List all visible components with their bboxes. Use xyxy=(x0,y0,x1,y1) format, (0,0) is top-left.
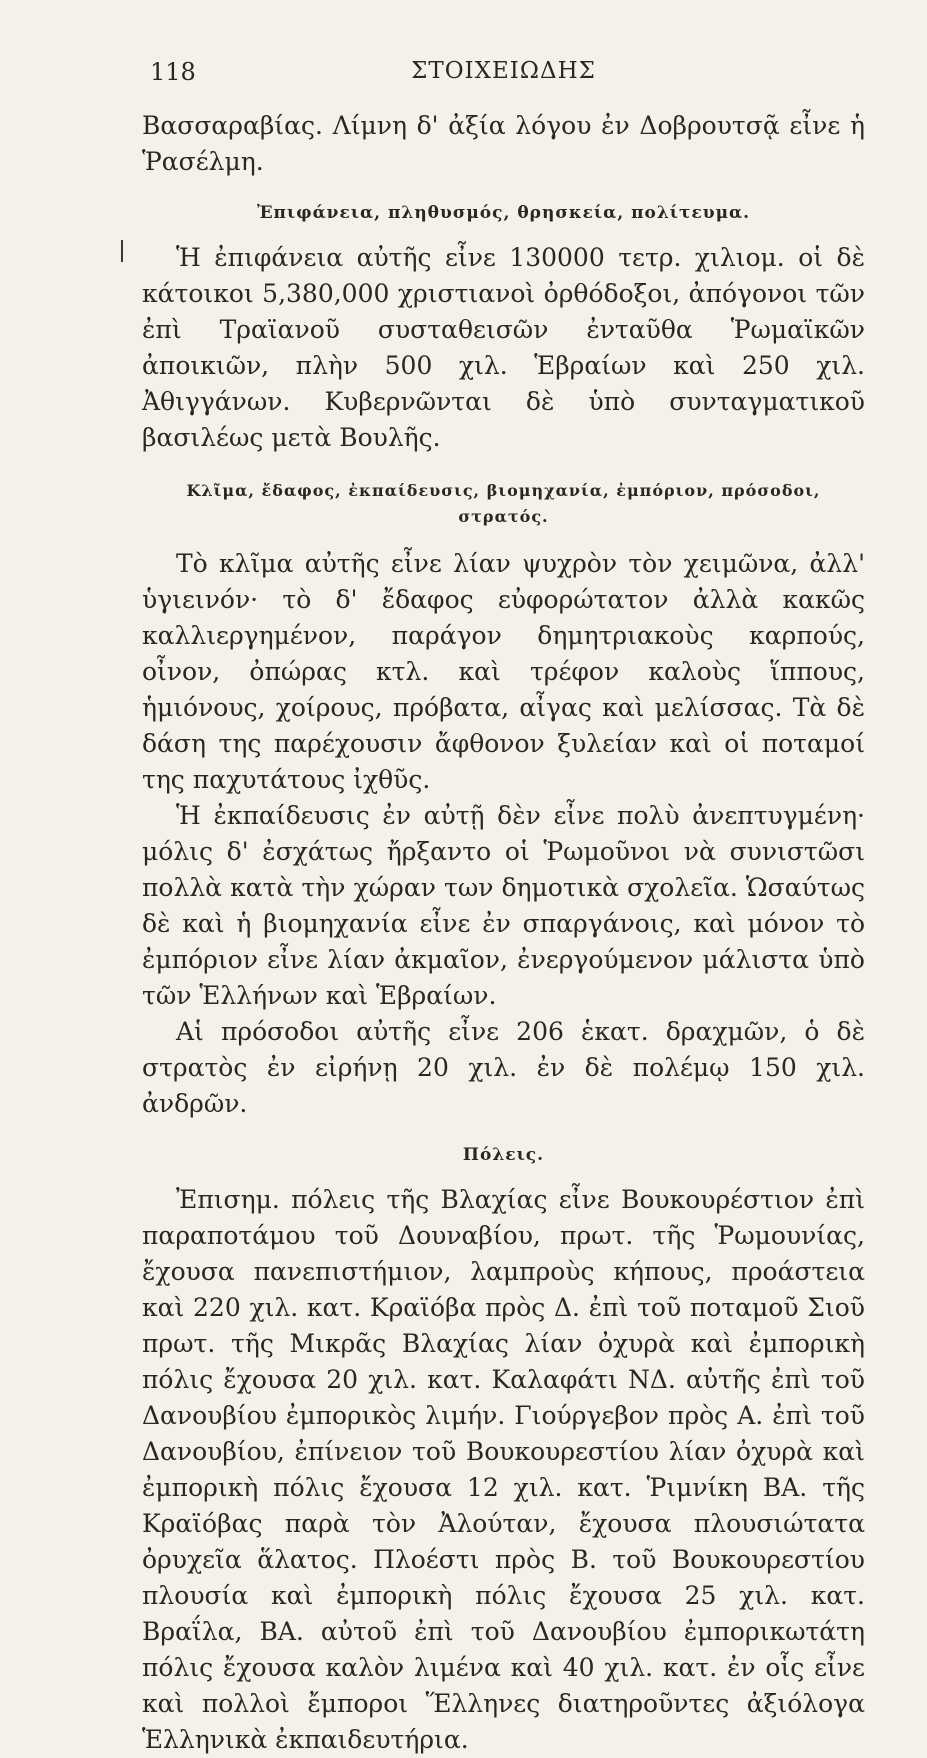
paragraph-area: Ἡ ἐπιφάνεια αὐτῆς εἶνε 130000 τετρ. χιλιομ. οἱ δὲ κάτοικοι 5,380,000 χριστιανοὶ ὀρθόδοξοι, ἀπόγονοι τῶν ἐπὶ Τραϊανοῦ συσταθεισῶν ἐνταῦθα Ῥωμαϊκῶν ἀποικιῶν, πλὴν 500 χιλ. Ἑβραίων καὶ 250 χιλ. Ἀθιγγάνων. Κυβερνῶνται δὲ ὑπὸ συνταγματικοῦ βασιλέως μετὰ Βουλῆς. xyxy=(142,243,865,452)
margin-mark xyxy=(121,240,123,262)
running-head: ΣΤΟΙΧΕΙΩΔΗΣ xyxy=(411,58,596,84)
paragraph-climate: Τὸ κλῖμα αὐτῆς εἶνε λίαν ψυχρὸν τὸν χειμῶνα, ἀλλ' ὑγιεινόν· τὸ δ' ἔδαφος εὐφορώτατον ἀλλὰ κακῶς καλλιεργημένον, παράγον δημητριακοὺς καρπούς, οἶνον, ὀπώρας κτλ. καὶ τρέφον καλοὺς ἵππους, ἡμιόνους, χοίρους, πρόβατα, αἶγας καὶ μελίσσας. Τὰ δὲ δάση της παρέχουσιν ἄφθονον ξυλείαν καὶ οἱ ποταμοί της παχυτάτους ἰχθῦς. xyxy=(142,549,865,794)
paragraph-education: Ἡ ἐκπαίδευσις ἐν αὐτῇ δὲν εἶνε πολὺ ἀνεπτυγμένη· μόλις δ' ἐσχάτως ἤρξαντο οἱ Ῥωμοῦνοι νὰ συνιστῶσι πολλὰ κατὰ τὴν χώραν των δημοτικὰ σχολεῖα. Ὡσαύτως δὲ καὶ ἡ βιομηχανία εἶνε ἐν σπαργάνοις, καὶ μόνον τὸ ἐμπόριον εἶνε λίαν ἀκμαῖον, ἐνεργούμενον μάλιστα ὑπὸ τῶν Ἑλλήνων καὶ Ἑβραίων. xyxy=(142,801,865,1010)
section-heading-area: Ἐπιφάνεια, πληθυσμός, θρησκεία, πολίτευμα. xyxy=(256,203,751,223)
page-header xyxy=(142,58,865,98)
paragraph-continuation: Βασσαραβίας. Λίμνη δ' ἀξία λόγου ἐν Δοβρουτσᾷ εἶνε ἡ Ῥασέλμη. xyxy=(142,111,865,176)
page-number: 118 xyxy=(150,58,196,86)
section-heading-climate: Κλῖμα, ἔδαφος, ἐκπαίδευσις, βιομηχανία, ἐμπόριον, πρόσοδοι, στρατός. xyxy=(186,481,821,526)
paragraph-revenue: Αἱ πρόσοδοι αὐτῆς εἶνε 206 ἑκατ. δραχμῶν, ὁ δὲ στρατὸς ἐν εἰρήνῃ 20 χιλ. ἐν δὲ πολέμῳ 150 χιλ. ἀνδρῶν. xyxy=(142,1017,865,1118)
paragraph-cities: Ἐπισημ. πόλεις τῆς Βλαχίας εἶνε Βουκουρέστιον ἐπὶ παραποτάμου τοῦ Δουναβίου, πρωτ. τῆς Ῥωμουνίας, ἔχουσα πανεπιστήμιον, λαμπροὺς κήπους, προάστεια καὶ 220 χιλ. κατ. Κραϊόβα πρὸς Δ. ἐπὶ τοῦ ποταμοῦ Σιοῦ πρωτ. τῆς Μικρᾶς Βλαχίας λίαν ὀχυρὰ καὶ ἐμπορικὴ πόλις ἔχουσα 20 χιλ. κατ. Καλαφάτι ΝΔ. αὐτῆς ἐπὶ τοῦ Δανουβίου ἐμπορικὸς λιμήν. Γιούργεβον πρὸς Α. ἐπὶ τοῦ Δανουβίου, ἐπίνειον τοῦ Βουκουρεστίου λίαν ὀχυρὰ καὶ ἐμπορικὴ πόλις ἔχουσα 12 χιλ. κατ. Ῥιμνίκη ΒΑ. τῆς Κραϊόβας παρὰ τὸν Ἀλούταν, ἔχουσα πλουσιώτατα ὀρυχεῖα ἅλατος. Πλοέστι πρὸς Β. τοῦ Βουκουρεστίου πλουσία καὶ ἐμπορικὴ πόλις ἔχουσα 25 χιλ. κατ. Βραΐλα, ΒΑ. αὐτοῦ ἐπὶ τοῦ Δανουβίου ἐμπορικωτάτη πόλις ἔχουσα καλὸν λιμένα καὶ 40 χιλ. κατ. ἐν οἷς εἶνε καὶ πολλοὶ ἔμποροι Ἕλληνες διατηροῦντες ἀξιόλογα Ἑλληνικὰ ἐκπαιδευτήρια. xyxy=(142,1185,865,1754)
section-heading-cities: Πόλεις. xyxy=(462,1145,545,1165)
page-body xyxy=(142,108,865,1758)
